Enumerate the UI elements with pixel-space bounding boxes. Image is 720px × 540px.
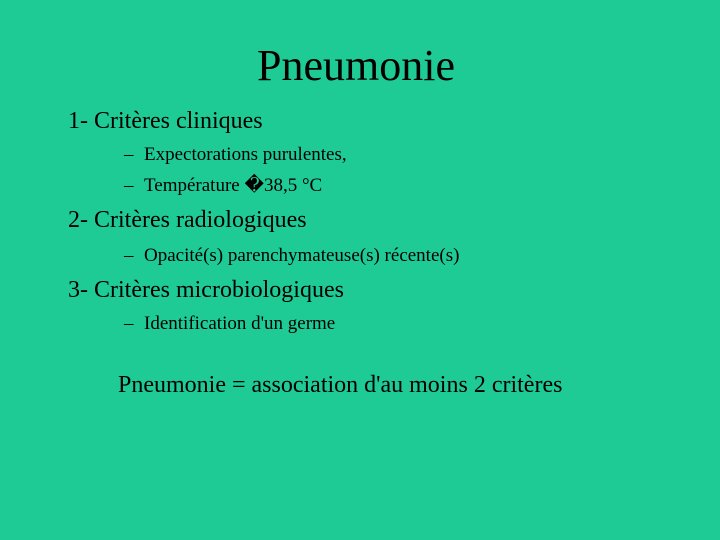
- list-item-text: Température �38,5 °C: [144, 175, 323, 196]
- list-item-opacity: [124, 245, 459, 267]
- section-heading-radiological: 2- Critères radiologiques: [68, 207, 307, 233]
- list-item-text: Opacité(s) parenchymateuse(s) récente(s): [144, 245, 460, 266]
- section-heading-clinical: 1- Critères cliniques: [68, 108, 263, 134]
- conclusion-text: Pneumonie = association d'au moins 2 critères: [118, 372, 563, 398]
- section-heading-microbiological: 3- Critères microbiologiques: [68, 277, 344, 303]
- list-item-text: Identification d'un germe: [144, 313, 336, 334]
- bullet-dash: –: [124, 144, 134, 165]
- list-item-germ: [124, 313, 335, 335]
- bullet-dash: –: [124, 175, 134, 196]
- list-item-text: Expectorations purulentes,: [144, 144, 347, 165]
- bullet-dash: –: [124, 245, 134, 266]
- list-item-temperature: [124, 175, 322, 197]
- bullet-dash: –: [124, 313, 134, 334]
- list-item-expectorations: [124, 144, 347, 166]
- slide-title: Pneumonie: [257, 41, 455, 90]
